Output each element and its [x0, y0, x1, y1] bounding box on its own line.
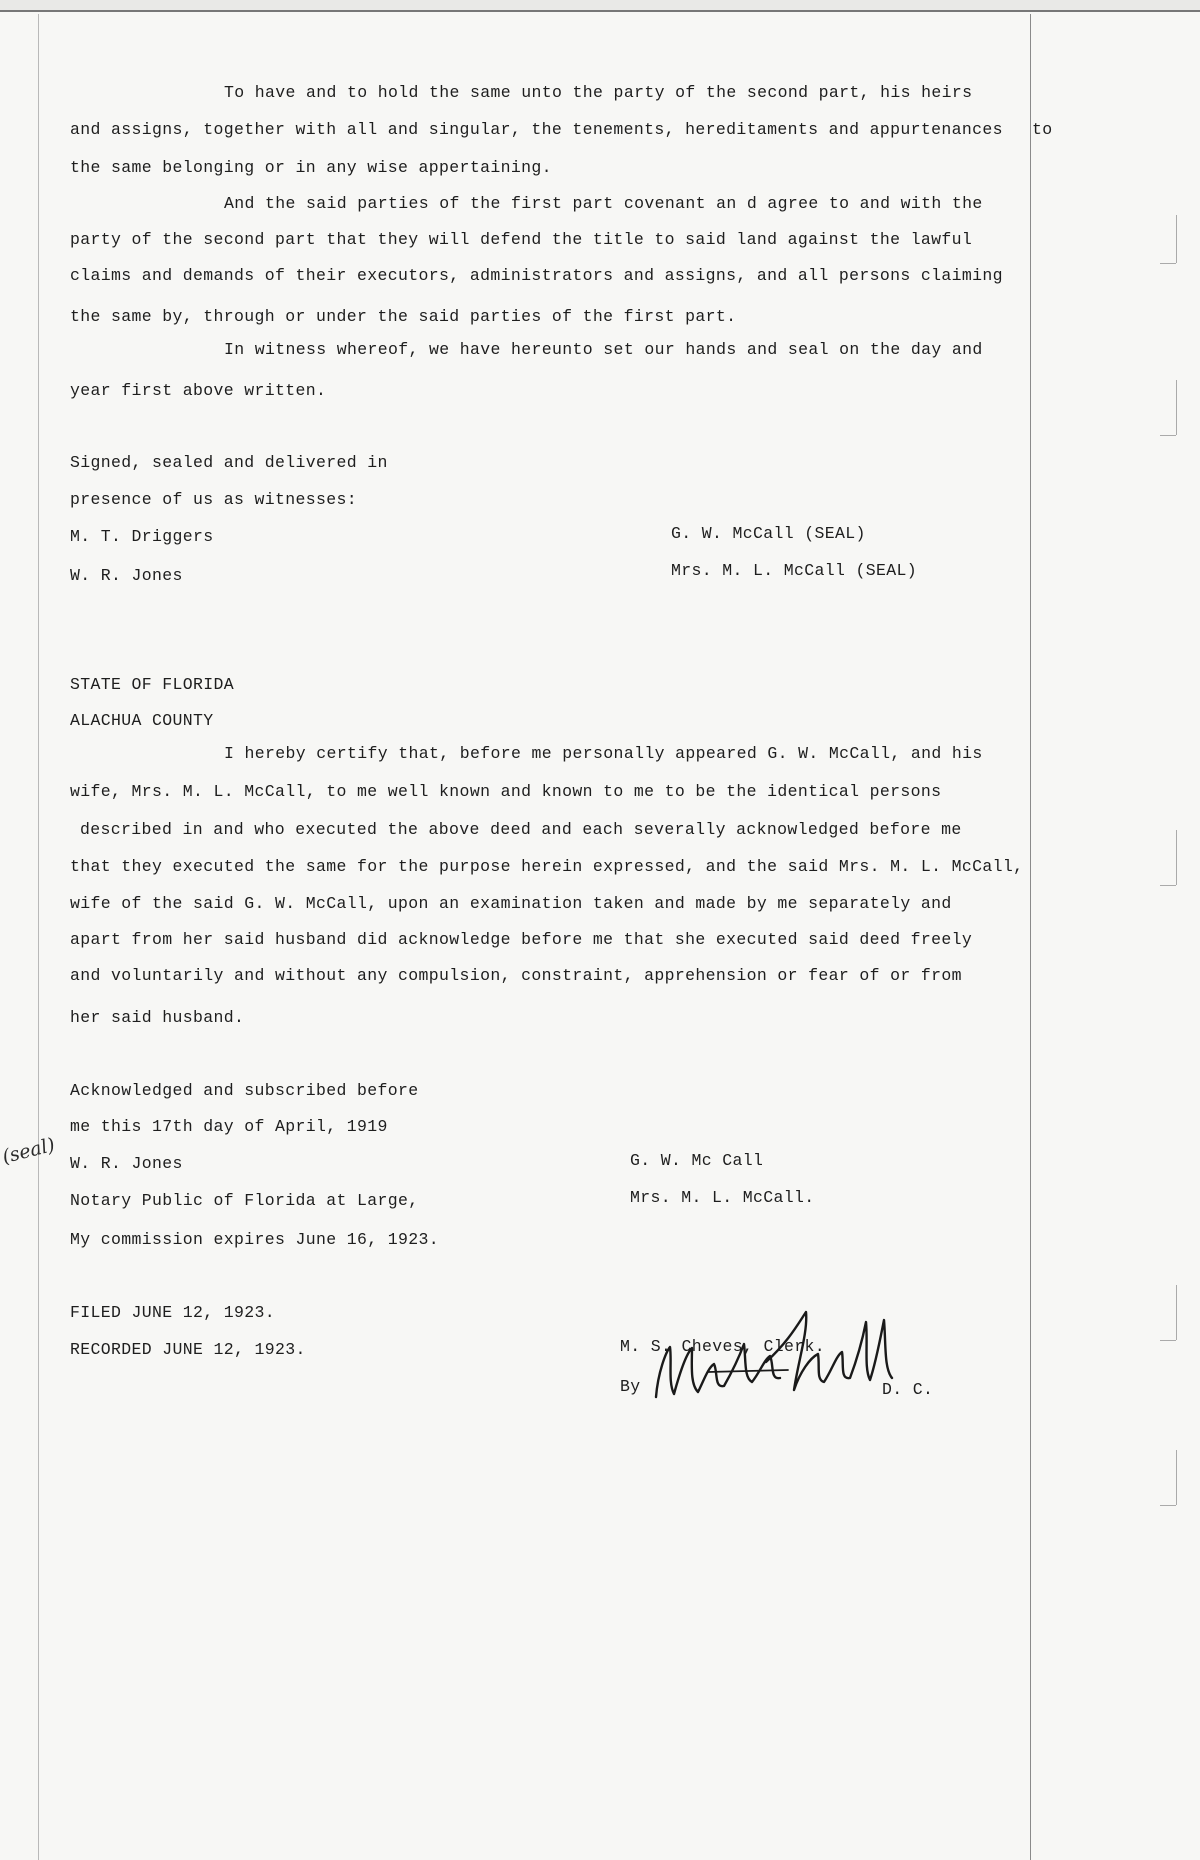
witness-name: M. T. Driggers [70, 527, 214, 546]
deed-line: and assigns, together with all and singular, the tenements, hereditaments and appurtenances [70, 120, 1003, 139]
ack-line: her said husband. [70, 1008, 245, 1027]
notary-line: Notary Public of Florida at Large, [70, 1191, 419, 1210]
ack-line: that they executed the same for the purpose herein expressed, and the said Mrs. M. L. McCall, [70, 857, 1024, 876]
notary-line: My commission expires June 16, 1923. [70, 1230, 440, 1249]
deed-line-overflow: to [1032, 120, 1053, 139]
deed-line: party of the second part that they will defend the title to said land against the lawful [70, 230, 973, 249]
recorded-date: RECORDED JUNE 12, 1923. [70, 1340, 306, 1359]
by-label: By [620, 1377, 641, 1396]
grantor-signature: G. W. McCall (SEAL) [671, 524, 866, 543]
ack-line: wife, Mrs. M. L. McCall, to me well known and known to me to be the identical persons [70, 782, 942, 801]
binding-mark [1160, 885, 1176, 886]
grantor-signature: Mrs. M. L. McCall (SEAL) [671, 561, 918, 580]
deed-line: To have and to hold the same unto the party of the second part, his heirs [224, 83, 973, 102]
witness-intro: presence of us as witnesses: [70, 490, 358, 509]
deputy-clerk-signature [648, 1302, 908, 1412]
deed-line: year first above written. [70, 381, 327, 400]
right-margin-rule [1030, 14, 1031, 1860]
binding-mark [1160, 1340, 1176, 1341]
binding-mark [1176, 1450, 1177, 1505]
county-heading: ALACHUA COUNTY [70, 711, 214, 730]
binding-mark [1176, 830, 1177, 885]
binding-mark [1176, 380, 1177, 435]
deed-line: the same belonging or in any wise appertaining. [70, 158, 552, 177]
deed-line: the same by, through or under the said parties of the first part. [70, 307, 737, 326]
signer-name: Mrs. M. L. McCall. [630, 1188, 815, 1207]
deed-line: In witness whereof, we have hereunto set our hands and seal on the day and [224, 340, 983, 359]
binding-mark [1176, 1285, 1177, 1340]
ack-line: described in and who executed the above deed and each severally acknowledged before me [80, 820, 962, 839]
binding-mark [1160, 1505, 1176, 1506]
ack-line: I hereby certify that, before me personally appeared G. W. McCall, and his [224, 744, 983, 763]
witness-name: W. R. Jones [70, 566, 183, 585]
signer-name: G. W. Mc Call [630, 1151, 764, 1170]
ack-line: wife of the said G. W. McCall, upon an examination taken and made by me separately and [70, 894, 952, 913]
signature-scribble-icon [648, 1302, 908, 1412]
ack-line: and voluntarily and without any compulsion, constraint, apprehension or fear of or from [70, 966, 962, 985]
ack-line: apart from her said husband did acknowledge before me that she executed said deed freely [70, 930, 973, 949]
deed-line: And the said parties of the first part covenant an d agree to and with the [224, 194, 983, 213]
binding-mark [1160, 263, 1176, 264]
binding-mark [1176, 215, 1177, 263]
state-heading: STATE OF FLORIDA [70, 675, 235, 694]
handwritten-seal-note: (seal) [0, 1133, 58, 1169]
notary-name: W. R. Jones [70, 1154, 183, 1173]
deputy-clerk-abbrev: D. C. [882, 1380, 934, 1399]
filed-date: FILED JUNE 12, 1923. [70, 1303, 276, 1322]
notary-line: Acknowledged and subscribed before [70, 1081, 419, 1100]
top-border [0, 0, 1200, 12]
deed-line: claims and demands of their executors, administrators and assigns, and all persons claiming [70, 266, 1003, 285]
binding-mark [1160, 435, 1176, 436]
left-margin-rule [38, 14, 39, 1860]
notary-line: me this 17th day of April, 1919 [70, 1117, 388, 1136]
clerk-name: M. S. Cheves, Clerk. [620, 1337, 826, 1356]
witness-intro: Signed, sealed and delivered in [70, 453, 388, 472]
